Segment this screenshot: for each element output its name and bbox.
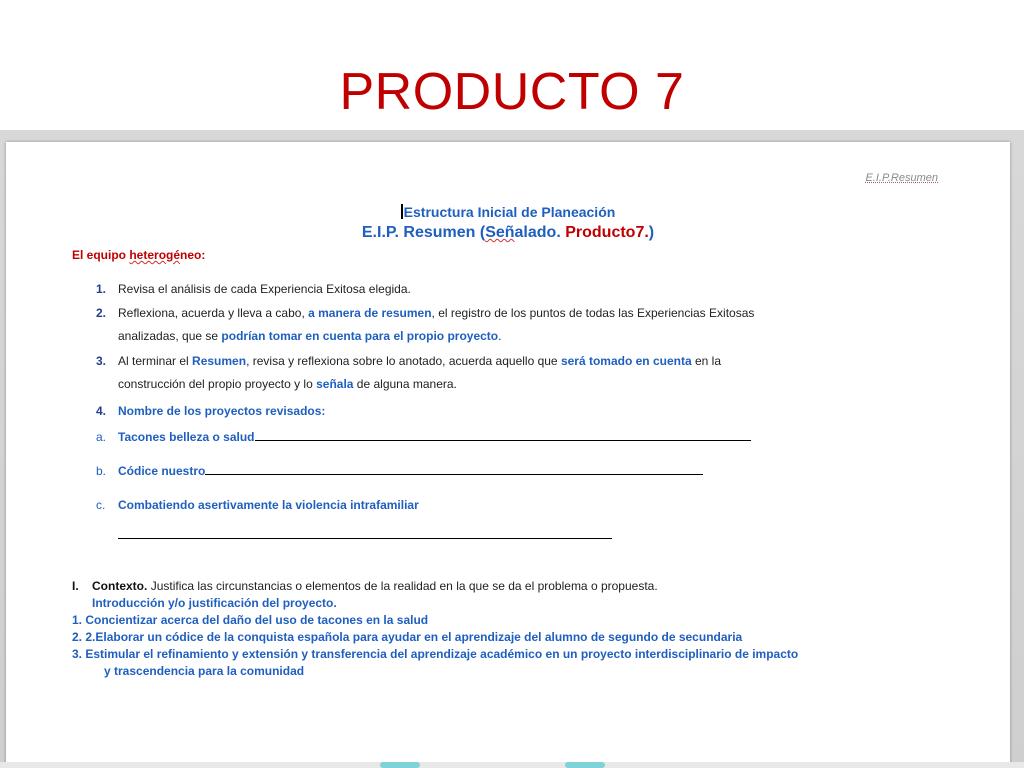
list-item: 2. Reflexiona, acuerda y lleva a cabo, a manera de resumen, el registro de los puntos de todas las Experiencias Exitosas analizadas, que se podrían tomar en cuenta para el propio proyecto. bbox=[96, 306, 755, 343]
document-title: Estructura Inicial de Planeación bbox=[6, 204, 1010, 220]
project-item: a. Tacones belleza o salud bbox=[96, 426, 751, 449]
list-item: 1. Revisa el análisis de cada Experiencia Exitosa elegida. bbox=[96, 282, 411, 296]
blank-line-row bbox=[118, 524, 612, 547]
blank-line bbox=[205, 464, 703, 475]
list-item: 4. Nombre de los proyectos revisados: bbox=[96, 404, 326, 418]
blank-line bbox=[255, 430, 751, 441]
decorative-accent bbox=[380, 762, 420, 768]
project-item: b. Códice nuestro bbox=[96, 460, 703, 483]
document-subtitle: E.I.P. Resumen (Señalado. Producto7.) bbox=[361, 224, 655, 241]
document-page bbox=[6, 142, 1010, 768]
header-tag: E.I.P.Resumen bbox=[865, 172, 938, 184]
slide-bottom-strip bbox=[0, 762, 1024, 768]
context-section: I. Contexto. Justifica las circunstancias o elementos de la realidad en la que se da el problema o propuesta. Introducción y/o justificación del proyecto. 1. Concientizar acerca del daño del uso de tacones en la salud 2. 2.Elaborar un códice de la conquista española para ayudar en el aprendizaje del alumno de segundo de secundaria 3. Estimular el refinamiento y extensión y transferencia del aprendizaje académico en un proyecto interdisciplinario de impacto y trascendencia para la comunidad bbox=[72, 579, 799, 678]
text-cursor bbox=[401, 204, 403, 219]
decorative-accent bbox=[565, 762, 605, 768]
list-item: 3. Al terminar el Resumen, revisa y reflexiona sobre lo anotado, acuerda aquello que será tomado en cuenta en la construcción del propio proyecto y lo señala de alguna manera. bbox=[96, 354, 722, 391]
slide-title: PRODUCTO 7 bbox=[339, 63, 685, 121]
team-heading: El equipo heterogéneo: bbox=[72, 248, 206, 262]
project-item: c. Combatiendo asertivamente la violencia intrafamiliar bbox=[96, 498, 419, 512]
blank-line bbox=[118, 528, 612, 539]
